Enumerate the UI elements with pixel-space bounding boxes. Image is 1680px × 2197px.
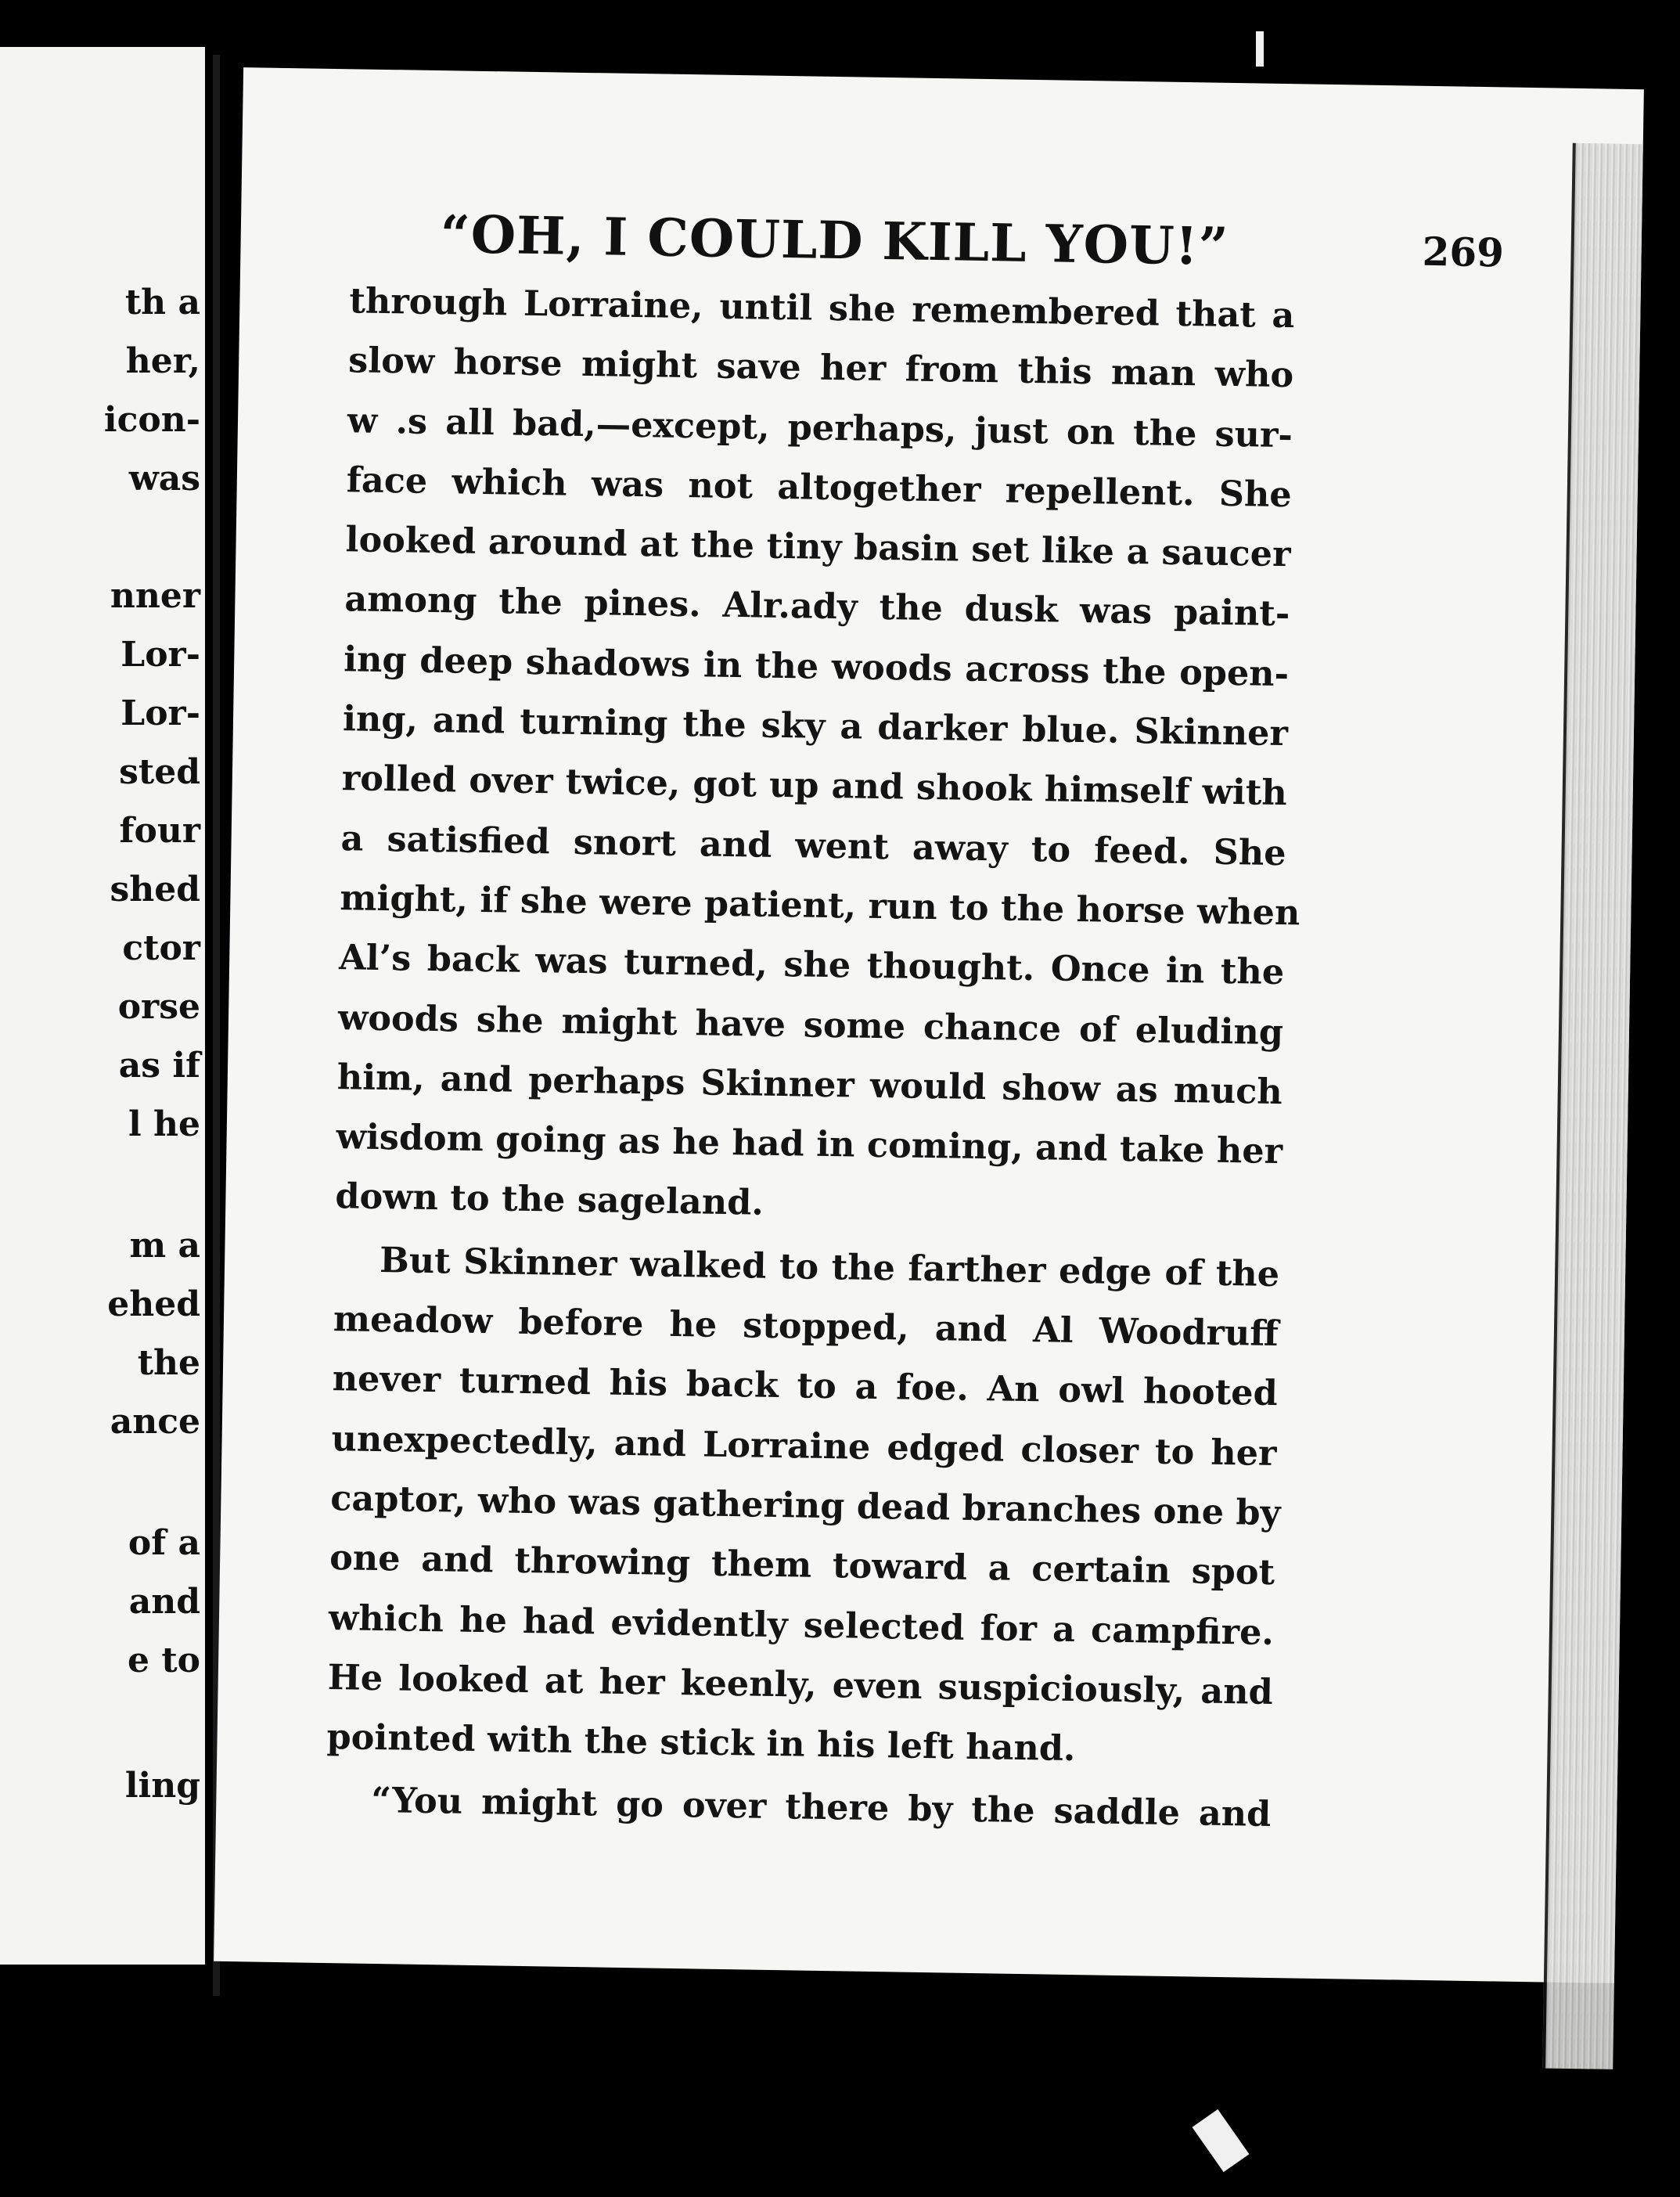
body-text	[326, 271, 1300, 1844]
text-line: slow horse might save her from this man who	[347, 340, 1294, 396]
text-line: Al’s back was turned, she thought. Once in the	[338, 937, 1285, 993]
text-line: which he had evidently selected for a campfire.	[328, 1597, 1275, 1653]
current-page	[214, 67, 1644, 1983]
page-edges	[1542, 143, 1643, 2069]
text-line: But Skinner walked to the farther edge of the	[379, 1239, 1280, 1295]
left-line-fragment: ehed	[107, 1284, 200, 1324]
text-line: captor, who was gathering dead branches one by	[330, 1478, 1281, 1534]
text-line: a satisfied snort and went away to feed. She	[340, 817, 1286, 873]
left-line-fragment: and	[128, 1582, 200, 1622]
left-line-fragment: shed	[110, 870, 200, 909]
text-line: might, if she were patient, run to the horse when	[340, 877, 1300, 934]
text-line: him, and perhaps Skinner would show as much	[336, 1056, 1283, 1112]
left-line-fragment: e to	[128, 1641, 200, 1680]
text-line: w .s all bad,—except, perhaps, just on the sur-	[347, 399, 1293, 456]
left-line-fragment: of a	[128, 1523, 200, 1563]
text-line: wisdom going as he had in coming, and take her	[336, 1116, 1283, 1172]
text-line: “You might go over there by the saddle and	[370, 1780, 1272, 1835]
text-line: through Lorraine, until she remembered that a	[349, 280, 1295, 337]
left-line-fragment: th a	[124, 283, 200, 322]
left-line-fragment: her,	[125, 341, 200, 381]
text-line: never turned his back to a foe. An owl hooted	[332, 1358, 1279, 1414]
scan-speck	[1193, 2109, 1250, 2172]
left-line-fragment: l he	[128, 1104, 200, 1144]
text-line: face which was not altogether repellent. She	[346, 459, 1293, 516]
text-line: rolled over twice, got up and shook himself with	[341, 758, 1288, 814]
left-line-fragment: nner	[110, 576, 200, 616]
page-number: 269	[1422, 228, 1505, 276]
left-line-fragment: the	[137, 1343, 200, 1383]
text-line: pointed with the stick in his left hand.	[326, 1716, 1076, 1770]
text-line: woods she might have some chance of eluding	[337, 996, 1284, 1053]
left-line-fragment: Lor-	[121, 693, 200, 733]
left-line-fragment: Lor-	[121, 635, 200, 675]
left-line-fragment: ling	[124, 1766, 200, 1806]
text-line: unexpectedly, and Lorraine edged closer to her	[331, 1417, 1277, 1474]
text-line: He looked at her keenly, even suspiciously, and	[327, 1656, 1274, 1713]
page-edge-line	[1542, 143, 1576, 2069]
previous-page-fragment	[0, 47, 205, 1965]
left-line-fragment: as if	[118, 1046, 200, 1086]
text-line: ing, and turning the sky a darker blue. Skinner	[342, 698, 1289, 755]
left-line-fragment: sted	[119, 752, 200, 792]
left-line-fragment: four	[119, 811, 200, 851]
left-line-fragment: ctor	[122, 928, 200, 968]
text-line: meadow before he stopped, and Al Woodruff	[333, 1298, 1279, 1355]
left-line-fragment: m a	[129, 1226, 200, 1266]
left-line-fragment: was	[128, 459, 200, 499]
running-head: “OH, I COULD KILL YOU!”	[440, 203, 1230, 277]
text-line: looked around at the tiny basin set like a saucer	[345, 519, 1291, 575]
text-line: ing deep shadows in the woods across the open-	[343, 638, 1290, 694]
left-line-fragment: ance	[110, 1402, 200, 1442]
left-line-fragment: icon-	[103, 400, 200, 440]
scan-speck	[1256, 31, 1264, 67]
text-line: one and throwing them toward a certain spot	[329, 1537, 1275, 1594]
left-line-fragment: orse	[117, 987, 200, 1027]
text-line: down to the sageland.	[335, 1176, 764, 1224]
text-line: among the pines. Alr.ady the dusk was paint-	[344, 578, 1290, 635]
